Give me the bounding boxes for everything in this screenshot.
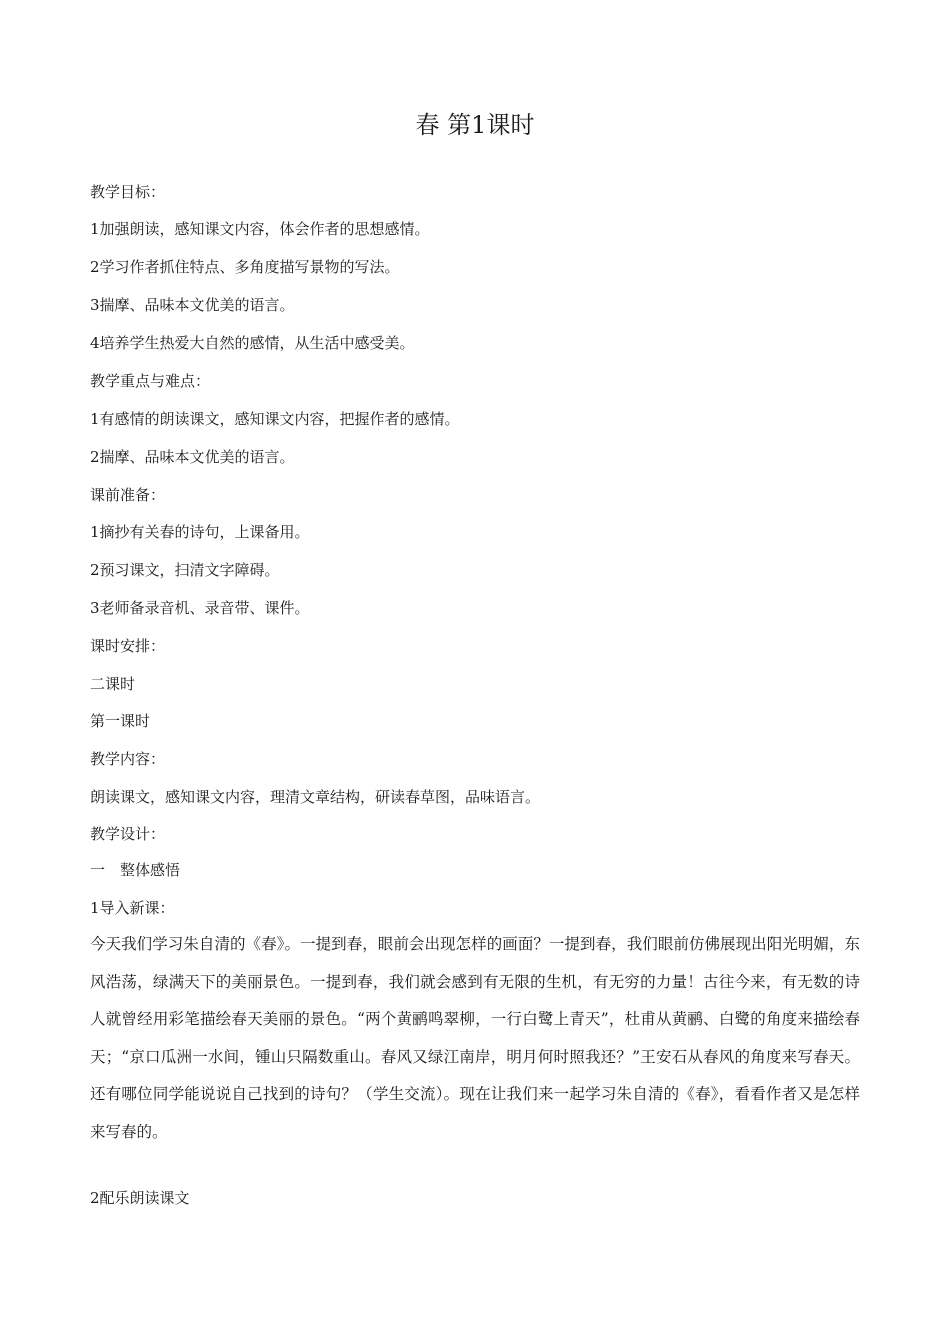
section-overall-perception: 一 整体感悟 xyxy=(90,861,181,879)
heading-key-points: 教学重点与难点： xyxy=(90,372,211,390)
key-point-item-2: 2揣摩、品味本文优美的语言。 xyxy=(90,448,295,466)
document-title: 春 第1课时 xyxy=(415,111,535,139)
key-point-item-1: 1有感情的朗读课文，感知课文内容，把握作者的感情。 xyxy=(90,410,460,428)
goal-item-4: 4培养学生热爱大自然的感情，从生活中感受美。 xyxy=(90,334,415,352)
heading-teaching-design: 教学设计： xyxy=(90,825,166,843)
heading-preparation: 课前准备： xyxy=(90,486,166,504)
heading-teaching-content: 教学内容： xyxy=(90,750,166,768)
step-music-reading: 2配乐朗读课文 xyxy=(90,1189,190,1207)
preparation-item-1: 1摘抄有关春的诗句，上课备用。 xyxy=(90,523,310,541)
heading-schedule: 课时安排： xyxy=(90,637,166,655)
goal-item-2: 2学习作者抓住特点、多角度描写景物的写法。 xyxy=(90,258,400,276)
preparation-item-3: 3老师备录音机、录音带、课件。 xyxy=(90,599,310,617)
schedule-total: 二课时 xyxy=(90,675,136,693)
goal-item-1: 1加强朗读，感知课文内容，体会作者的思想感情。 xyxy=(90,220,430,238)
heading-first-lesson: 第一课时 xyxy=(90,712,151,730)
heading-teaching-goals: 教学目标： xyxy=(90,183,166,201)
preparation-item-2: 2预习课文，扫清文字障碍。 xyxy=(90,561,280,579)
step-introduction: 1导入新课： xyxy=(90,899,175,917)
teaching-content-text: 朗读课文，感知课文内容，理清文章结构，研读春草图，品味语言。 xyxy=(90,788,541,806)
goal-item-3: 3揣摩、品味本文优美的语言。 xyxy=(90,296,295,314)
introduction-paragraph: 今天我们学习朱自清的《春》。一提到春，眼前会出现怎样的画面？一提到春，我们眼前仿佛展现出阳光明媚，东风浩荡，绿满天下的美丽景色。一提到春，我们就会感到有无限的生机，有无穷的力量！古往今来，有无数的诗人就曾经用彩笔描绘春天美丽的景色。“两个黄鹂鸣翠柳，一行白鹭上青天”，杜甫从黄鹂、白鹭的角度来描绘春天；“京口瓜洲一水间，锺山只隔数重山。春风又绿江南岸，明月何时照我还？”王安石从春风的角度来写春天。还有哪位同学能说说自己找到的诗句？（学生交流）。现在让我们来一起学习朱自清的《春》，看看作者又是怎样来写春的。 xyxy=(90,935,860,1141)
